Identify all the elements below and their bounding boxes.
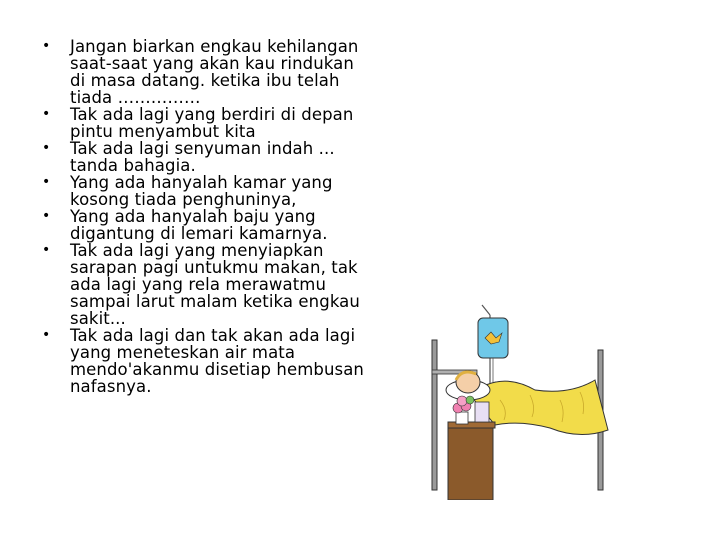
bullet-text: Tak ada lagi yang berdiri di depan pintu menyambut kita [70,105,354,141]
bullet-item [40,38,370,106]
bullet-item [40,208,370,242]
bullet-text: Yang ada hanyalah kamar yang kosong tiada penghuninya, [70,173,333,209]
bullet-item [40,242,370,327]
bedside-table [448,422,495,500]
bullet-dot: • [42,174,51,190]
bullet-dot: • [42,208,51,224]
bullet-dot: • [42,106,51,122]
bullet-text: Tak ada lagi dan tak akan ada lagi yang meneteskan air mata mendo'akanmu disetiap hembusan nafasnya. [70,326,364,396]
bullet-dot: • [42,140,51,156]
bullet-list [40,38,370,395]
medicine-box [475,402,489,422]
bullet-text: Yang ada hanyalah baju yang digantung di lemari kamarnya. [70,207,328,243]
bullet-item [40,140,370,174]
sick-person-in-bed-illustration [430,300,620,500]
flowers-icon [453,396,474,424]
bullet-item [40,106,370,140]
bullet-text: Jangan biarkan engkau kehilangan saat-saat yang akan kau rindukan di masa datang. ketika ibu telah tiada …………… [70,37,359,107]
bullet-dot: • [42,242,51,258]
bullet-text: Tak ada lagi senyuman indah ... tanda bahagia. [70,139,335,175]
bullet-dot: • [42,38,51,54]
bullet-text: Tak ada lagi yang menyiapkan sarapan pagi untukmu makan, tak ada lagi yang rela merawatmu sampai larut malam ketika engkau sakit... [70,241,360,328]
bullet-item [40,327,370,395]
bullet-item [40,174,370,208]
bullet-dot: • [42,327,51,343]
